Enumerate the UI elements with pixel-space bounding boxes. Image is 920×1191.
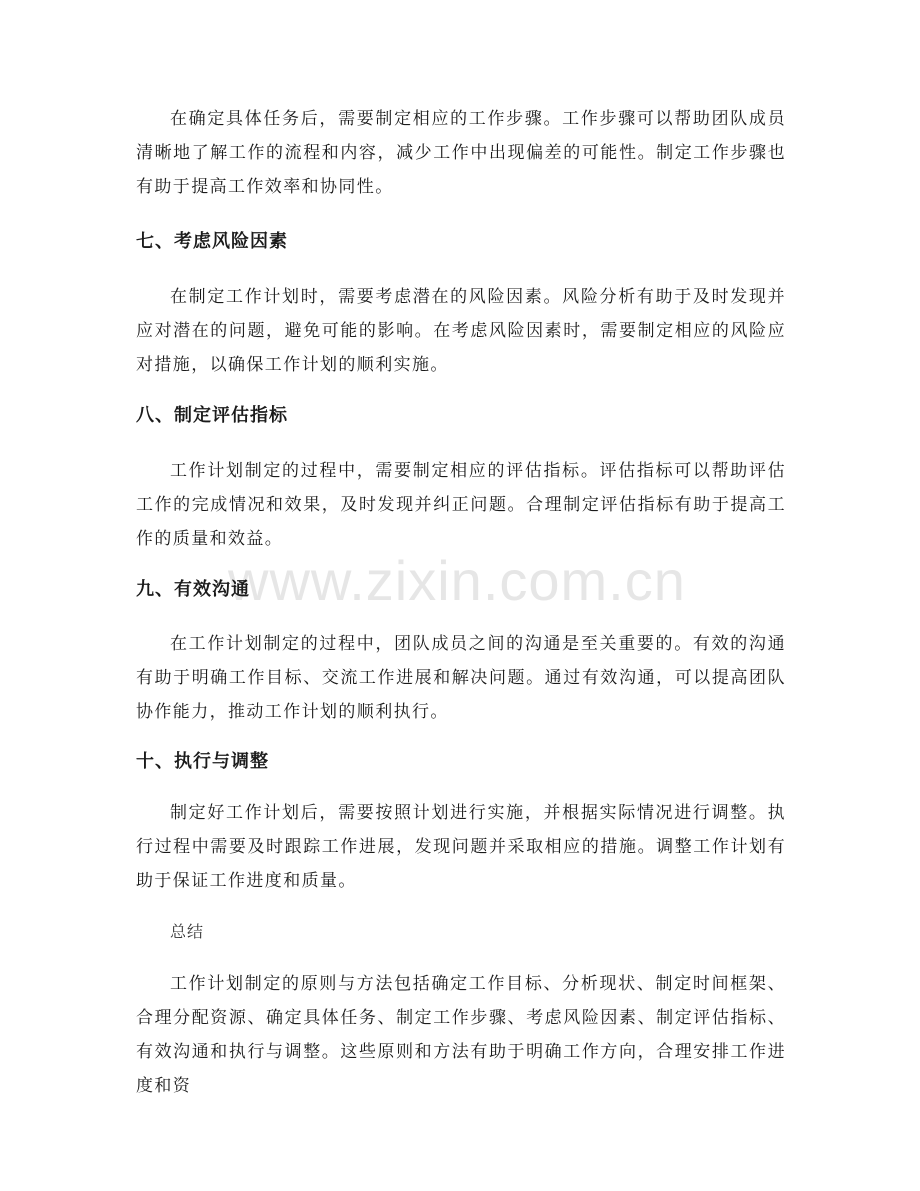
heading-risk-factors: 七、考虑风险因素 bbox=[136, 231, 288, 252]
paragraph-evaluation-indicators: 工作计划制定的过程中，需要制定相应的评估指标。评估指标可以帮助评估工作的完成情况和效果，及时发现并纠正问题。合理制定评估指标有助于提高工作的质量和效益。 bbox=[136, 461, 786, 549]
paragraph-summary: 工作计划制定的原则与方法包括确定工作目标、分析现状、制定时间框架、合理分配资源、确定具体任务、制定工作步骤、考虑风险因素、制定评估指标、有效沟通和执行与调整。这些原则和方法有助于明确工作方向，合理安排工作进度和资 bbox=[136, 974, 786, 1096]
paragraph-work-steps: 在确定具体任务后，需要制定相应的工作步骤。工作步骤可以帮助团队成员清晰地了解工作的流程和内容，减少工作中出现偏差的可能性。制定工作步骤也有助于提高工作效率和协同性。 bbox=[136, 109, 786, 197]
heading-execution-adjustment: 十、执行与调整 bbox=[136, 751, 269, 772]
paragraph-risk-factors: 在制定工作计划时，需要考虑潜在的风险因素。风险分析有助于及时发现并应对潜在的问题，避免可能的影响。在考虑风险因素时，需要制定相应的风险应对措施，以确保工作计划的顺利实施。 bbox=[136, 287, 786, 375]
paragraph-effective-communication: 在工作计划制定的过程中，团队成员之间的沟通是至关重要的。有效的沟通有助于明确工作目标、交流工作进展和解决问题。通过有效沟通，可以提高团队协作能力，推动工作计划的顺利执行。 bbox=[136, 634, 786, 722]
paragraph-execution-adjustment: 制定好工作计划后，需要按照计划进行实施，并根据实际情况进行调整。执行过程中需要及时跟踪工作进展，发现问题并采取相应的措施。调整工作计划有助于保证工作进度和质量。 bbox=[136, 803, 786, 891]
heading-effective-communication: 九、有效沟通 bbox=[136, 579, 250, 600]
watermark: www.zixin.com.cn bbox=[228, 549, 686, 612]
heading-evaluation-indicators: 八、制定评估指标 bbox=[136, 405, 288, 426]
summary-label: 总结 bbox=[170, 922, 205, 941]
